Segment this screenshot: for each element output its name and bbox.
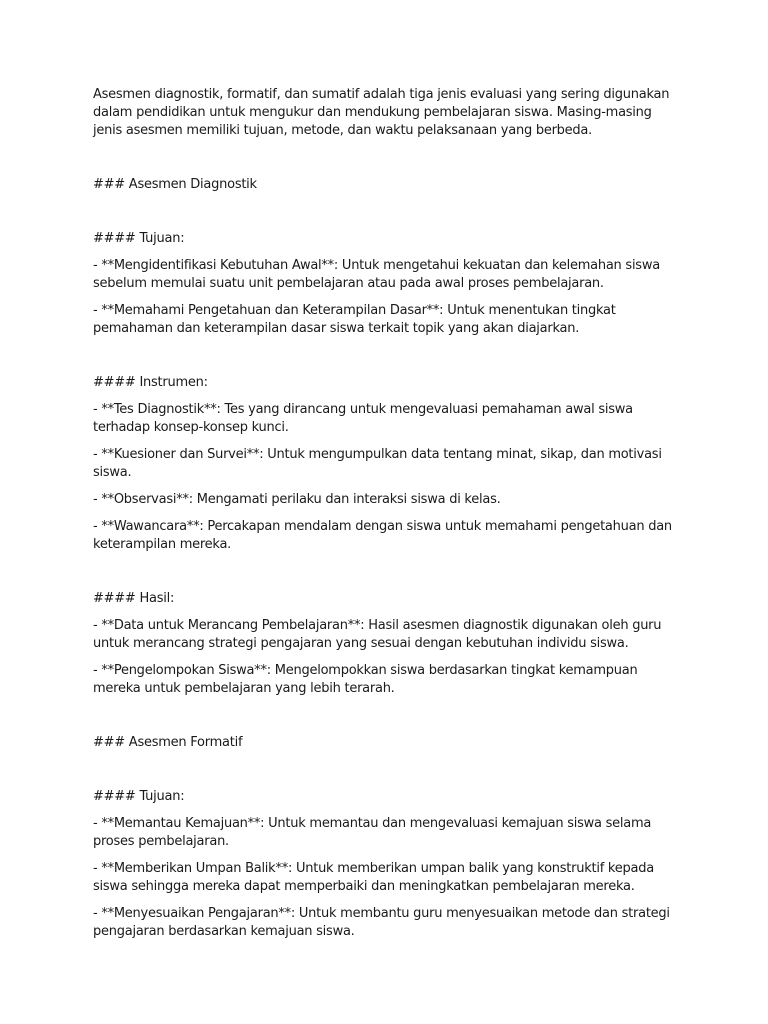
diagnostik-tujuan-item: - **Memahami Pengetahuan dan Keterampilan Dasar**: Untuk menentukan tingkat pemahaman dan keterampilan dasar siswa terkait topik yang akan diajarkan. — [93, 303, 616, 336]
diagnostik-instrumen-item: - **Observasi**: Mengamati perilaku dan interaksi siswa di kelas. — [93, 492, 501, 507]
intro-paragraph: Asesmen diagnostik, formatif, dan sumatif adalah tiga jenis evaluasi yang sering digunakan dalam pendidikan untuk mengukur dan mendukung pembelajaran siswa. Masing-masing jenis asesmen memiliki tujuan, metode, dan waktu pelaksanaan yang berbeda. — [93, 87, 670, 138]
formatif-tujuan-item: - **Memantau Kemajuan**: Untuk memantau dan mengevaluasi kemajuan siswa selama proses pembelajaran. — [93, 816, 652, 849]
diagnostik-instrumen-item: - **Kuesioner dan Survei**: Untuk mengumpulkan data tentang minat, sikap, dan motivasi siswa. — [93, 447, 662, 480]
diagnostik-instrumen-item: - **Tes Diagnostik**: Tes yang dirancang untuk mengevaluasi pemahaman awal siswa terhadap konsep-konsep kunci. — [93, 402, 633, 435]
heading-diagnostik-hasil: #### Hasil: — [93, 591, 175, 606]
heading-asesmen-diagnostik: ### Asesmen Diagnostik — [93, 177, 257, 192]
diagnostik-instrumen-item: - **Wawancara**: Percakapan mendalam dengan siswa untuk memahami pengetahuan dan keterampilan mereka. — [93, 519, 672, 552]
diagnostik-hasil-item: - **Data untuk Merancang Pembelajaran**: Hasil asesmen diagnostik digunakan oleh guru untuk merancang strategi pengajaran yang sesuai dengan kebutuhan individu siswa. — [93, 618, 662, 651]
heading-diagnostik-tujuan: #### Tujuan: — [93, 231, 185, 246]
diagnostik-hasil-item: - **Pengelompokan Siswa**: Mengelompokkan siswa berdasarkan tingkat kemampuan mereka untuk pembelajaran yang lebih terarah. — [93, 663, 638, 696]
formatif-tujuan-item: - **Memberikan Umpan Balik**: Untuk memberikan umpan balik yang konstruktif kepada siswa sehingga mereka dapat memperbaiki dan meningkatkan pembelajaran mereka. — [93, 861, 654, 894]
formatif-tujuan-item: - **Menyesuaikan Pengajaran**: Untuk membantu guru menyesuaikan metode dan strategi pengajaran berdasarkan kemajuan siswa. — [93, 906, 670, 939]
heading-diagnostik-instrumen: #### Instrumen: — [93, 375, 208, 390]
document-page — [93, 86, 683, 941]
heading-asesmen-formatif: ### Asesmen Formatif — [93, 735, 243, 750]
heading-formatif-tujuan: #### Tujuan: — [93, 789, 185, 804]
diagnostik-tujuan-item: - **Mengidentifikasi Kebutuhan Awal**: Untuk mengetahui kekuatan dan kelemahan siswa sebelum memulai suatu unit pembelajaran atau pada awal proses pembelajaran. — [93, 258, 660, 291]
